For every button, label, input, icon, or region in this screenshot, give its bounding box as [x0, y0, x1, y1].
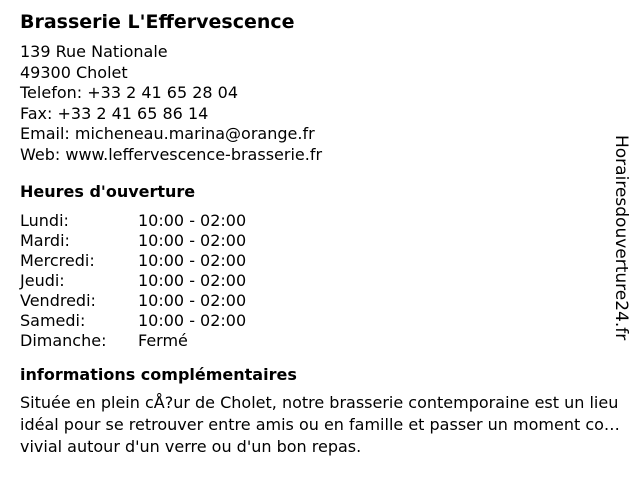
hours-row [20, 271, 246, 291]
day-label: Samedi: [20, 311, 86, 330]
day-label: Mardi: [20, 231, 70, 250]
address-city: 49300 Cholet [20, 62, 128, 82]
day-hours: 10:00 - 02:00 [138, 211, 247, 230]
day-hours: Fermé [138, 331, 188, 350]
day-label: Lundi: [20, 211, 69, 230]
info-heading: informations complémentaires [20, 365, 297, 384]
business-card [20, 10, 624, 456]
address-street: 139 Rue Nationale [20, 42, 168, 61]
day-hours: 10:00 - 02:00 [138, 231, 247, 250]
hours-row [20, 311, 246, 331]
hours-row [20, 291, 246, 311]
hours-row [20, 251, 246, 271]
web-line: Web: www.leffervescence-brasserie.fr [20, 144, 323, 164]
description-text: Située en plein cÅ?ur de Cholet, notre brasserie contemporaine est un lieu idéal pour se retrouver entre amis ou en famille et passer un moment convivial autour d'un verre ou d'un bon repas. [20, 393, 619, 456]
business-name: Brasserie L'Effervescence [20, 11, 295, 33]
hours-row [20, 211, 246, 231]
hours-row [20, 231, 246, 251]
hours-table [20, 211, 246, 351]
hours-row [20, 331, 246, 351]
day-hours: 10:00 - 02:00 [138, 311, 247, 330]
day-label: Jeudi: [20, 271, 65, 290]
day-label: Dimanche: [20, 331, 107, 350]
email-line: Email: micheneau.marina@orange.fr [20, 124, 315, 143]
day-hours: 10:00 - 02:00 [138, 291, 247, 310]
day-label: Mercredi: [20, 251, 95, 270]
hours-heading: Heures d'ouverture [20, 182, 196, 201]
day-hours: 10:00 - 02:00 [138, 271, 247, 290]
fax-line: Fax: +33 2 41 65 86 14 [20, 103, 209, 123]
site-watermark: Horairesdouverture24.fr [611, 135, 631, 341]
contact-block [20, 42, 624, 165]
phone-line: Telefon: +33 2 41 65 28 04 [20, 83, 239, 102]
day-hours: 10:00 - 02:00 [138, 251, 247, 270]
day-label: Vendredi: [20, 291, 96, 310]
